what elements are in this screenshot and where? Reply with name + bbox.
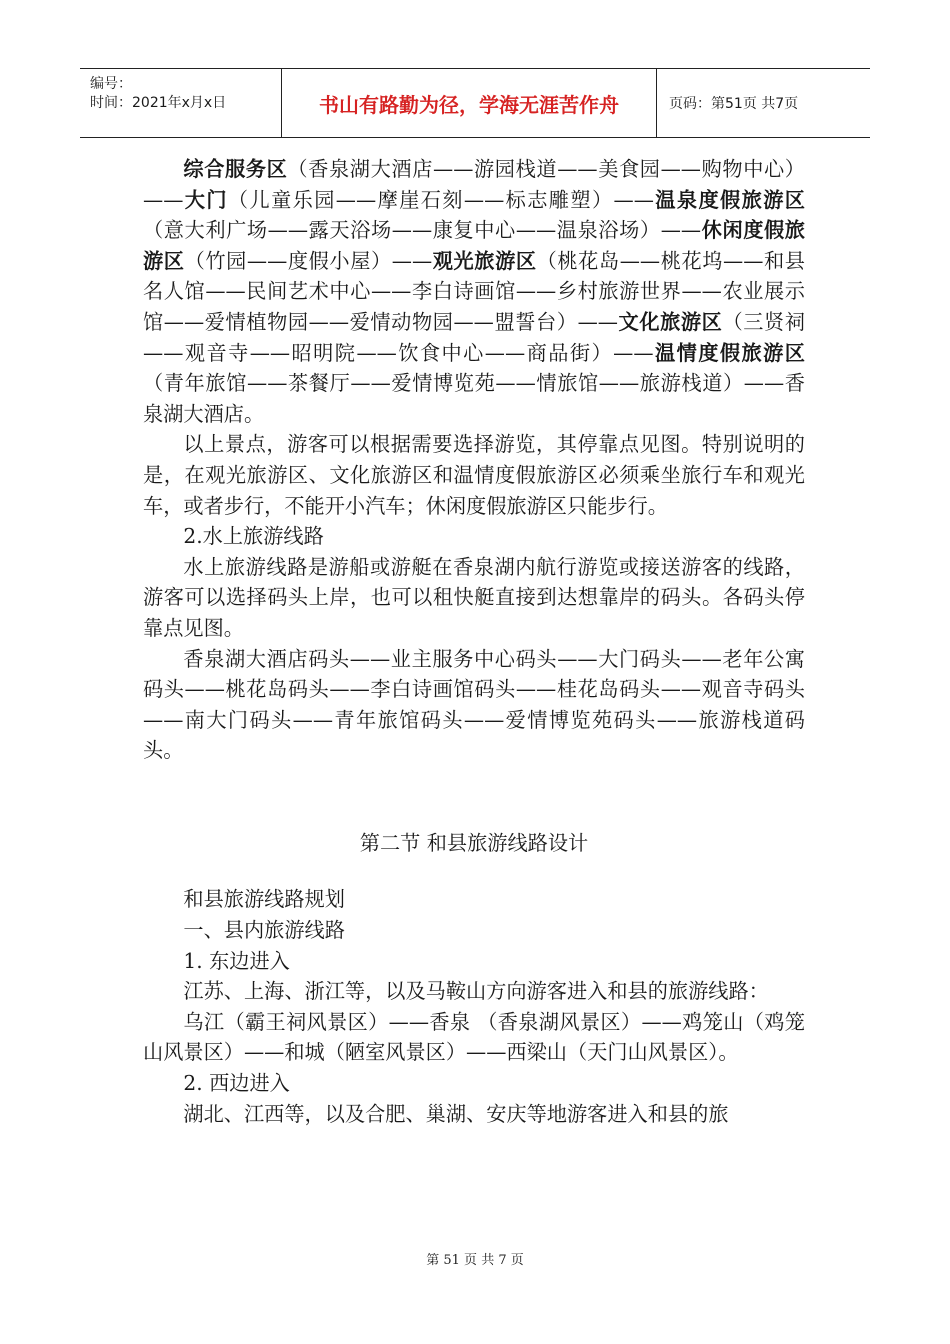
number-label: 编号： xyxy=(90,76,132,92)
heading-route-planning: 和县旅游线路规划 xyxy=(183,887,345,912)
route-paragraph xyxy=(143,154,805,429)
area-name: 综合服务区 xyxy=(183,157,288,181)
paragraph-stops-note: 以上景点，游客可以根据需要选择游览，其停靠点见图。特别说明的是，在观光旅游区、文化旅游区和温情度假旅游区必须乘坐旅行车和观光车，或者步行，不能开小汽车；休闲度假旅游区只能步行。 xyxy=(143,432,805,518)
route-text: （香泉湖大酒店——游园栈道——美食园——购物中心）—— xyxy=(143,157,805,212)
area-name: 文化旅游区 xyxy=(617,309,723,334)
route-text: （儿童乐园——摩崖石刻——标志雕塑）—— xyxy=(227,187,654,212)
paragraph-east-origin: 江苏、上海、浙江等，以及马鞍山方向游客进入和县的旅游线路： xyxy=(183,979,769,1004)
heading-county-routes: 一、县内旅游线路 xyxy=(183,918,345,943)
heading-west-entry: 2. 西边进入 xyxy=(183,1071,290,1096)
paragraph-east-route: 乌江（霸王祠风景区）——香泉 （香泉湖风景区）——鸡笼山（鸡笼山风景区）——和城（陋室风景区）——西梁山（天门山风景区）。 xyxy=(143,1009,805,1065)
header-table xyxy=(80,68,870,138)
area-name: 温情度假旅游区 xyxy=(653,340,805,365)
page-footer: 第 51 页 共 7 页 xyxy=(426,1253,524,1268)
paragraph-docks: 香泉湖大酒店码头——业主服务中心码头——大门码头——老年公寓码头——桃花岛码头——李白诗画馆码头——桂花岛码头——观音寺码头——南大门码头——青年旅馆码头——爱情博览苑码头——旅游栈道码头。 xyxy=(143,646,805,763)
heading-east-entry: 1. 东边进入 xyxy=(183,948,290,973)
area-name: 休闲度假旅游区 xyxy=(143,218,805,273)
route-text: （竹园——度假小屋）—— xyxy=(184,248,433,273)
area-name: 观光旅游区 xyxy=(432,248,537,273)
paragraph-west-origin: 湖北、江西等，以及合肥、巢湖、安庆等地游客进入和县的旅 xyxy=(183,1101,729,1126)
document-body xyxy=(143,154,805,1129)
heading-water-route: 2.水上旅游线路 xyxy=(183,524,324,549)
time-label: 时间：2021年x月x日 xyxy=(90,95,227,111)
header-page-label: 页码：第51页 共7页 xyxy=(669,96,799,112)
route-text: （青年旅馆——茶餐厅——爱情博览苑——情旅馆——旅游栈道）——香泉湖大酒店。 xyxy=(143,371,805,426)
area-name: 大门 xyxy=(183,187,228,212)
route-text: （意大利广场——露天浴场——康复中心——温泉浴场）—— xyxy=(143,218,702,243)
header-slogan: 书山有路勤为径，学海无涯苦作舟 xyxy=(282,69,657,137)
section-title: 第二节 和县旅游线路设计 xyxy=(359,830,589,855)
route-text: （三贤祠——观音寺——昭明院——饮食中心——商品街）—— xyxy=(143,309,805,365)
area-name: 温泉度假旅游区 xyxy=(653,187,805,212)
header-meta-cell xyxy=(80,69,282,137)
paragraph-water-route: 水上旅游线路是游船或游艇在香泉湖内航行游览或接送游客的线路，游客可以选择码头上岸，也可以租快艇直接到达想靠岸的码头。各码头停靠点见图。 xyxy=(143,554,805,640)
route-text: （桃花岛——桃花坞——和县名人馆——民间艺术中心——李白诗画馆——乡村旅游世界——农业展示馆——爱情植物园——爱情动物园——盟誓台）—— xyxy=(143,248,805,334)
